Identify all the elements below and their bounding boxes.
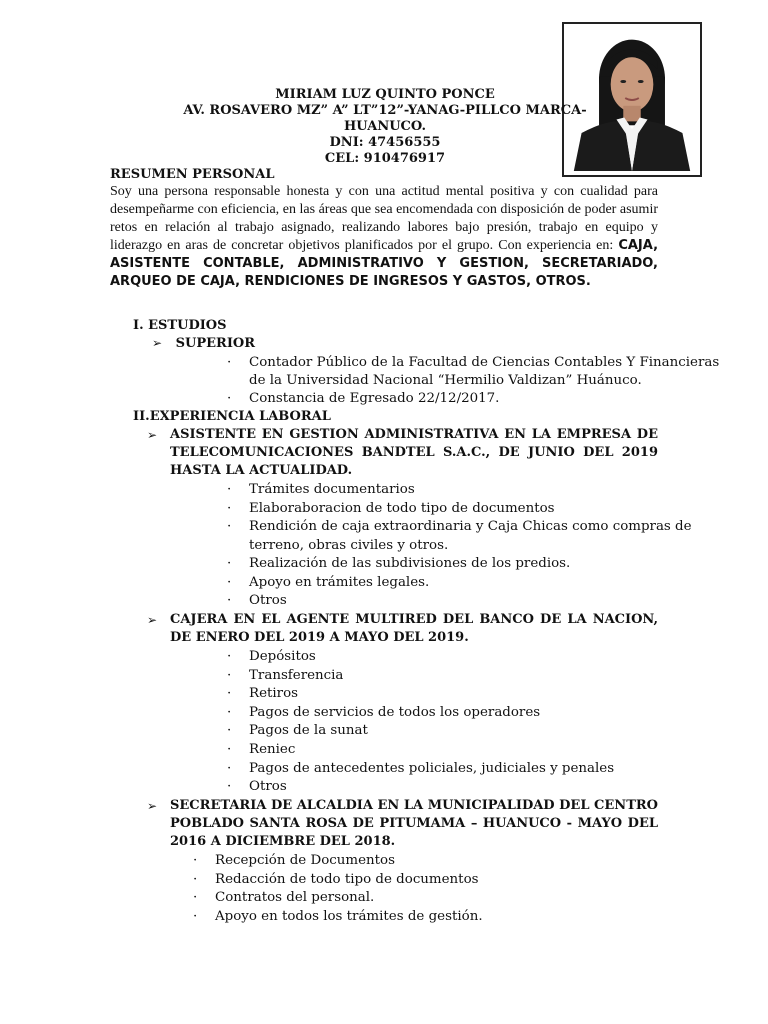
list-item: · Apoyo en todos los trámites de gestión. [193, 908, 483, 927]
list-item: · Contratos del personal. [193, 889, 483, 908]
summary-highlight: CAJA, ASISTENTE CONTABLE, ADMINISTRATIVO Y GESTION, SECRETARIADO, ARQUEO DE CAJA, RENDICIONES DE INGRESOS Y GASTOS, OTROS. [110, 238, 659, 289]
list-item: · Pagos de la sunat [227, 722, 614, 741]
arrow-bullet-icon: ➢ [147, 613, 158, 627]
list-item: · Realización de las subdivisiones de los predios. [227, 555, 570, 574]
list-item: · Constancia de Egresado 22/12/2017. [227, 390, 499, 409]
list-item: · Apoyo en trámites legales. [227, 574, 570, 593]
list-item: · Retiros [227, 685, 614, 704]
studies-list [227, 354, 719, 373]
summary-text: Soy una persona responsable honesta y con una actitud mental positiva y con cualidad para desempeñarme con eficiencia, en las áreas que sea encomendada con disposición de poder asumir retos en relación al trabajo asignado, realizando labores bajo presión, trabajo en equipo y liderazgo en aras de concretar objetivos planificados por el grupo. Con experiencia en: [110, 184, 658, 253]
list-item: · Otros [227, 592, 570, 611]
list-item: · Trámites documentarios [227, 481, 692, 500]
list-item: · Depósitos [227, 648, 614, 667]
list-item: · Pagos de antecedentes policiales, judiciales y penales [227, 760, 614, 779]
job-1-duties-2 [227, 555, 570, 611]
studies-list-2 [227, 390, 499, 409]
phone-number: CEL: 910476917 [324, 151, 446, 166]
job-2-duties [227, 648, 614, 797]
resume-header [150, 87, 620, 167]
superior-label: SUPERIOR [175, 336, 256, 351]
candidate-name: MIRIAM LUZ QUINTO PONCE [275, 87, 495, 102]
studies-heading: I. ESTUDIOS [133, 318, 227, 333]
studies-subheading [152, 336, 255, 351]
job-3-duties [193, 852, 483, 926]
arrow-bullet-icon: ➢ [147, 428, 158, 442]
address-line-1: AV. ROSAVERO MZ” A” LT”12”-YANAG-PILLCO MARCA- [183, 103, 587, 118]
list-item: · Pagos de servicios de todos los operadores [227, 704, 614, 723]
summary-heading: RESUMEN PERSONAL [110, 167, 275, 182]
list-item: · Elaboraboracion de todo tipo de documentos [227, 500, 692, 519]
list-item: · Redacción de todo tipo de documentos [193, 871, 483, 890]
arrow-bullet-icon: ➢ [152, 336, 163, 350]
job-1-duties [227, 481, 692, 537]
job-title-1: ASISTENTE EN GESTION ADMINISTRATIVA EN LA EMPRESA DE TELECOMUNICACIONES BANDTEL S.A.C., DE JUNIO DEL 2019 HASTA LA ACTUALIDAD. [170, 427, 658, 478]
list-item: · Recepción de Documentos [193, 852, 483, 871]
list-item: · Contador Público de la Facultad de Ciencias Contables Y Financieras [227, 354, 719, 373]
list-item: · Reniec [227, 741, 614, 760]
list-item: · Rendición de caja extraordinaria y Caja Chicas como compras de [227, 518, 692, 537]
dni-number: DNI: 47456555 [329, 135, 441, 150]
job-title-2: CAJERA EN EL AGENTE MULTIRED DEL BANCO DE LA NACION, DE ENERO DEL 2019 A MAYO DEL 2019. [170, 612, 658, 645]
list-item-continuation: terreno, obras civiles y otros. [249, 538, 449, 553]
summary-paragraph [110, 183, 658, 291]
address-line-2: HUANUCO. [344, 119, 426, 134]
job-title-3: SECRETARIA DE ALCALDIA EN LA MUNICIPALIDAD DEL CENTRO POBLADO SANTA ROSA DE PITUMAMA – HUANUCO - MAYO DEL 2016 A DICIEMBRE DEL 2018. [170, 798, 658, 849]
experience-heading: II.EXPERIENCIA LABORAL [133, 409, 331, 424]
list-item: · Otros [227, 778, 614, 797]
list-item-continuation: de la Universidad Nacional “Hermilio Valdizan” Huánuco. [249, 373, 642, 388]
list-item: · Transferencia [227, 667, 614, 686]
arrow-bullet-icon: ➢ [147, 799, 158, 813]
